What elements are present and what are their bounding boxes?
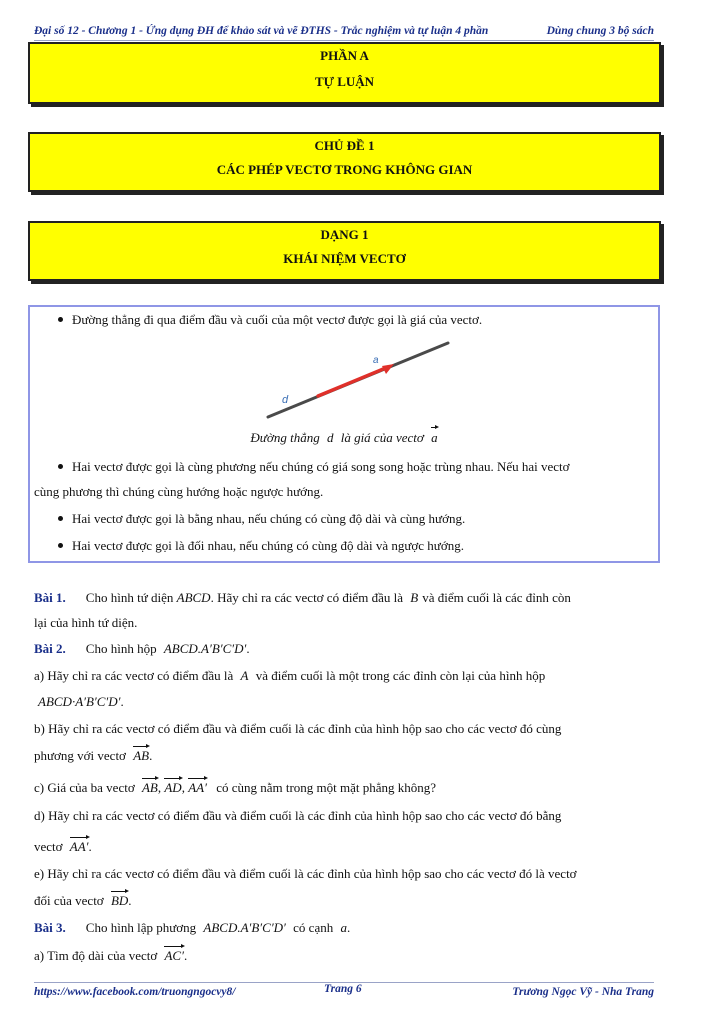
bai2-d-line1: d) Hãy chỉ ra các vectơ có điểm đầu và điểm cuối là các đỉnh của hình hộp sao cho các vectơ đó bằng [34, 808, 562, 823]
header-left: Đại số 12 - Chương 1 - Ứng dụng ĐH để khảo sát và vẽ ĐTHS - Trắc nghiệm và tự luận 4 phần [34, 25, 489, 37]
theory-bullet-2-cont: cùng phương thì chúng cùng hướng hoặc ngược hướng. [34, 484, 324, 499]
bai3-a-line: a) Tìm độ dài của vectơ AC′. [34, 948, 188, 963]
form-subtitle: KHÁI NIỆM VECTƠ [283, 251, 406, 266]
bai1-line2: lại của hình tứ diện. [34, 615, 138, 630]
section-a-subtitle: TỰ LUẬN [314, 74, 375, 89]
theory-bullet-1: Đường thẳng đi qua điểm đầu và cuối của một vectơ được gọi là giá của vectơ. [62, 311, 482, 329]
footer-link[interactable]: https://www.facebook.com/truongngocvy8/ [34, 986, 236, 998]
bai2-d-line2: vectơ AA′. [34, 839, 92, 854]
bai2-line: Bài 2. Cho hình hộp ABCD.A′B′C′D′. [34, 641, 250, 656]
footer-author: Trương Ngọc Vỹ - Nha Trang [512, 986, 654, 998]
label-a: a [373, 355, 379, 366]
vector-a-head [382, 364, 394, 374]
theory-frame [28, 305, 660, 563]
bai2-b-line1: b) Hãy chỉ ra các vectơ có điểm đầu và điểm cuối là các đỉnh của hình hộp sao cho các vectơ đó cùng [34, 721, 562, 736]
vector-a-arrow [318, 367, 388, 396]
theory-bullet-3: Hai vectơ được gọi là bằng nhau, nếu chúng có cùng độ dài và cùng hướng. [62, 510, 465, 528]
theory-bullet-2: Hai vectơ được gọi là cùng phương nếu chúng có giá song song hoặc trùng nhau. Nếu hai vectơ [62, 458, 570, 476]
page-number: Trang 6 [324, 983, 362, 995]
topic-subtitle: CÁC PHÉP VECTƠ TRONG KHÔNG GIAN [216, 162, 473, 177]
page-footer [34, 982, 654, 998]
bai2-a-line2: ABCD·A′B′C′D′. [38, 694, 124, 709]
section-a-title: PHẦN A [320, 48, 369, 63]
figure-caption: Đường thẳng d là giá của vectơ a [250, 430, 438, 445]
header-right: Dùng chung 3 bộ sách [546, 25, 654, 37]
bai2-b-line2: phương với vectơ AB. [34, 748, 153, 763]
form-title: DẠNG 1 [320, 227, 369, 242]
topic-title: CHỦ ĐỀ 1 [314, 138, 375, 153]
bai2-e-line1: e) Hãy chỉ ra các vectơ có điểm đầu và điểm cuối là các đỉnh của hình hộp sao cho các vectơ đó là vectơ [34, 866, 577, 881]
bai2-e-line2: đối của vectơ BD. [34, 893, 132, 908]
bai1-line1: Bài 1. Cho hình tứ diện ABCD. Hãy chỉ ra các vectơ có điểm đầu là B và điểm cuối là các đỉnh còn [34, 590, 571, 605]
topic-box [28, 132, 661, 192]
bai2-a-line1: a) Hãy chỉ ra các vectơ có điểm đầu là A và điểm cuối là một trong các đỉnh còn lại của hình hộp [34, 668, 546, 683]
section-a-box [28, 42, 661, 104]
theory-bullet-4: Hai vectơ được gọi là đối nhau, nếu chúng có cùng độ dài và ngược hướng. [62, 537, 464, 555]
bai3-line: Bài 3. Cho hình lập phương ABCD.A′B′C′D′ có cạnh a. [34, 920, 351, 935]
label-d: d [282, 394, 289, 406]
page-header [34, 25, 654, 41]
vector-figure [260, 337, 460, 422]
bai2-c-line: c) Giá của ba vectơ AB, AD, AA′ có cùng nằm trong một mặt phẳng không? [34, 780, 437, 795]
form-box [28, 221, 661, 281]
